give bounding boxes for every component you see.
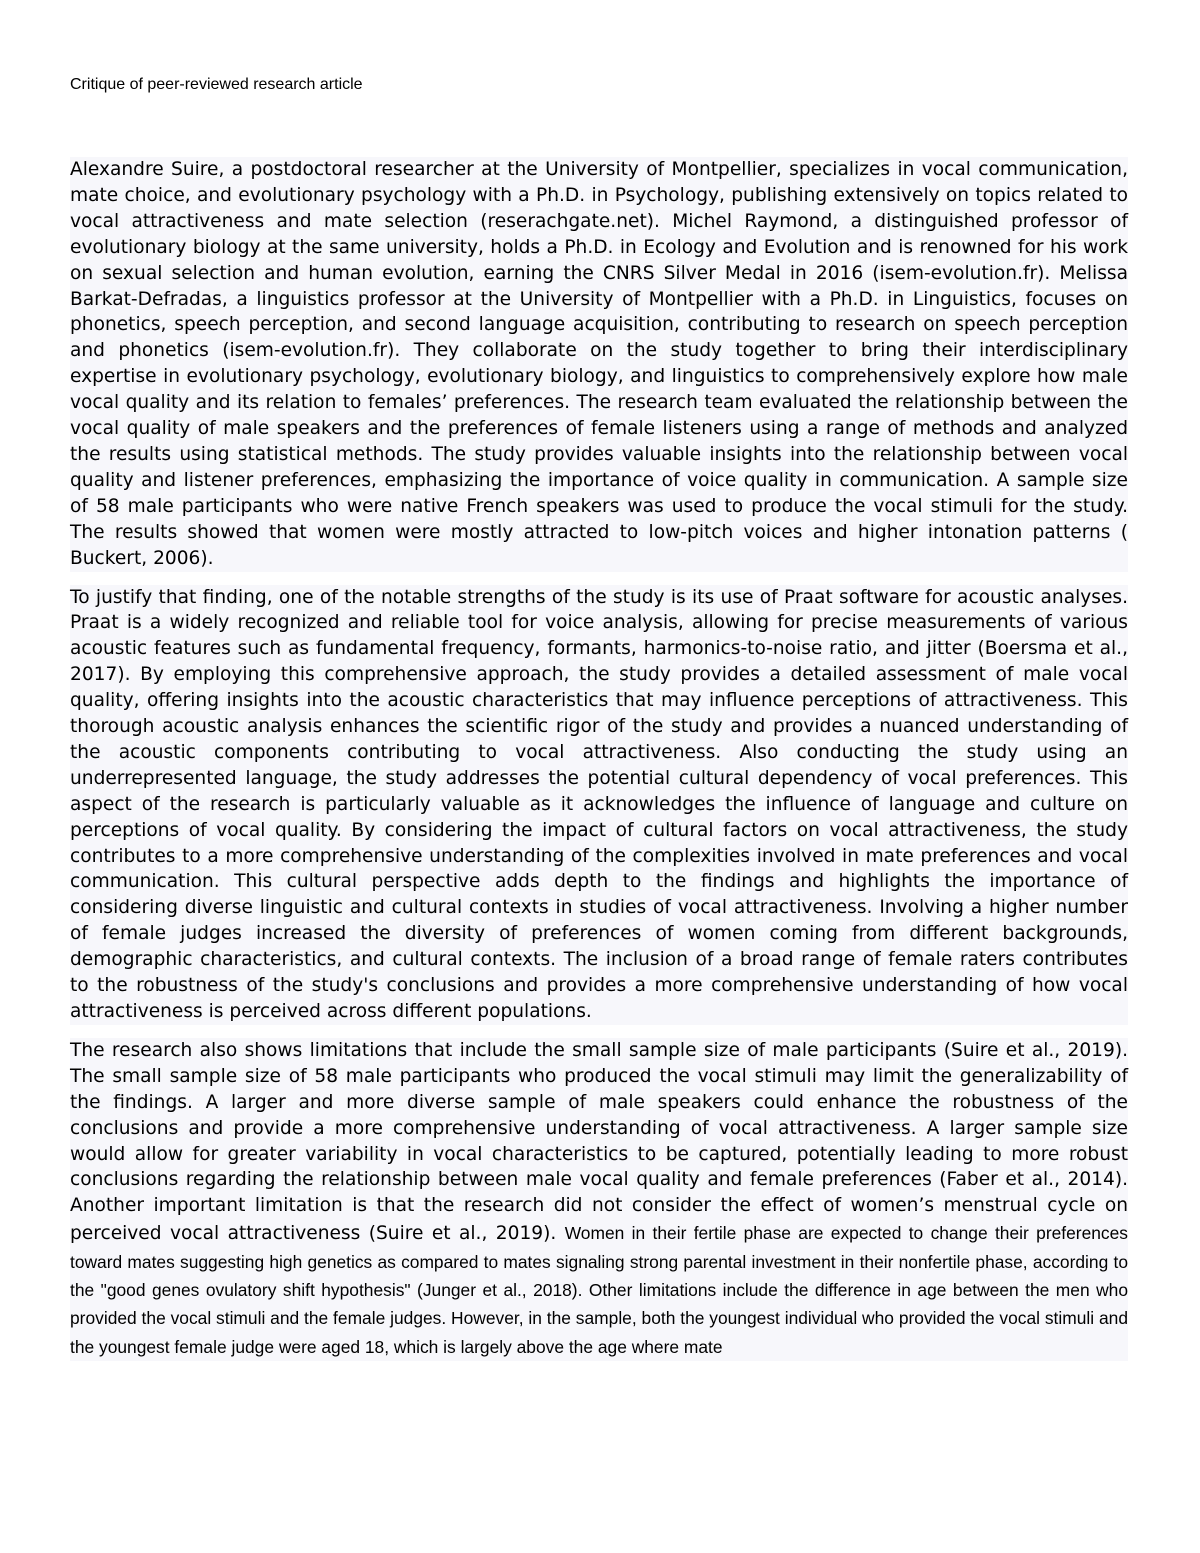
paragraph-limitations-main: The research also shows limitations that include the small sample size of male participants (Suire et al., 2019). The small sample size of 58 male participants who produced the vocal stimuli may limit the generalizability of the findings. A larger and more diverse sample of male speakers could enhance the robustness of the conclusions and provide a more comprehensive understanding of vocal attractiveness. A larger sample size would allow for greater variability in vocal characteristics to be captured, potentially leading to more robust conclusions regarding the relationship between male vocal quality and female preferences (Faber et al., 2014). Another important limitation is that the research did not consider the effect of women’s menstrual cycle on perceived vocal attractiveness (Suire et al., 2019).	[70, 1039, 1128, 1245]
paragraph-strengths: To justify that finding, one of the notable strengths of the study is its use of Praat software for acoustic analyses. Praat is a widely recognized and reliable tool for voice analysis, allowing for precise measurements of various acoustic features such as fundamental frequency, formants, harmonics-to-noise ratio, and jitter (Boersma et al., 2017). By employing this comprehensive approach, the study provides a detailed assessment of male vocal quality, offering insights into the acoustic characteristics that may influence perceptions of attractiveness. This thorough acoustic analysis enhances the scientific rigor of the study and provides a nuanced understanding of the acoustic components contributing to vocal attractiveness. Also conducting the study using an underrepresented language, the study addresses the potential cultural dependency of vocal preferences. This aspect of the research is particularly valuable as it acknowledges the influence of language and culture on perceptions of vocal quality. By considering the impact of cultural factors on vocal attractiveness, the study contributes to a more comprehensive understanding of the complexities involved in mate preferences and vocal communication. This cultural perspective adds depth to the findings and highlights the importance of considering diverse linguistic and cultural contexts in studies of vocal attractiveness. Involving a higher number of female judges increased the diversity of preferences of women coming from different backgrounds, demographic characteristics, and cultural contexts. The inclusion of a broad range of female raters contributes to the robustness of the study's conclusions and provides a more comprehensive understanding of how vocal attractiveness is perceived across different populations.	[70, 585, 1128, 1025]
document-title: Critique of peer-reviewed research article	[70, 76, 363, 93]
paragraph-authors: Alexandre Suire, a postdoctoral researcher at the University of Montpellier, specializes in vocal communication, mate choice, and evolutionary psychology with a Ph.D. in Psychology, publishing extensively on topics related to vocal attractiveness and mate selection (reserachgate.net). Michel Raymond, a distinguished professor of evolutionary biology at the same university, holds a Ph.D. in Ecology and Evolution and is renowned for his work on sexual selection and human evolution, earning the CNRS Silver Medal in 2016 (isem-evolution.fr). Melissa Barkat-Defradas, a linguistics professor at the University of Montpellier with a Ph.D. in Linguistics, focuses on phonetics, speech perception, and second language acquisition, contributing to research on speech perception and phonetics (isem-evolution.fr). They collaborate on the study together to bring their interdisciplinary expertise in evolutionary psychology, evolutionary biology, and linguistics to comprehensively explore how male vocal quality and its relation to females’ preferences. The research team evaluated the relationship between the vocal quality of male speakers and the preferences of female listeners using a range of methods and analyzed the results using statistical methods. The study provides valuable insights into the relationship between vocal quality and listener preferences, emphasizing the importance of voice quality in communication. A sample size of 58 male participants who were native French speakers was used to produce the vocal stimuli for the study. The results showed that women were mostly attracted to low-pitch voices and higher intonation patterns ( Buckert, 2006).	[70, 157, 1128, 572]
paragraph-limitations-tail: Women in their fertile phase are expected to change their preferences toward mates suggesting high genetics as compared to mates signaling strong parental investment in their nonfertile phase, according to the "good genes ovulatory shift hypothesis" (Junger et al., 2018). Other limitations include the difference in age between the men who provided the vocal stimuli and the female judges. However, in the sample, both the youngest individual who provided the vocal stimuli and the youngest female judge were aged 18, which is largely above the age where mate	[70, 1223, 1128, 1357]
paragraph-limitations	[70, 1038, 1128, 1361]
document-page	[70, 74, 1128, 1374]
